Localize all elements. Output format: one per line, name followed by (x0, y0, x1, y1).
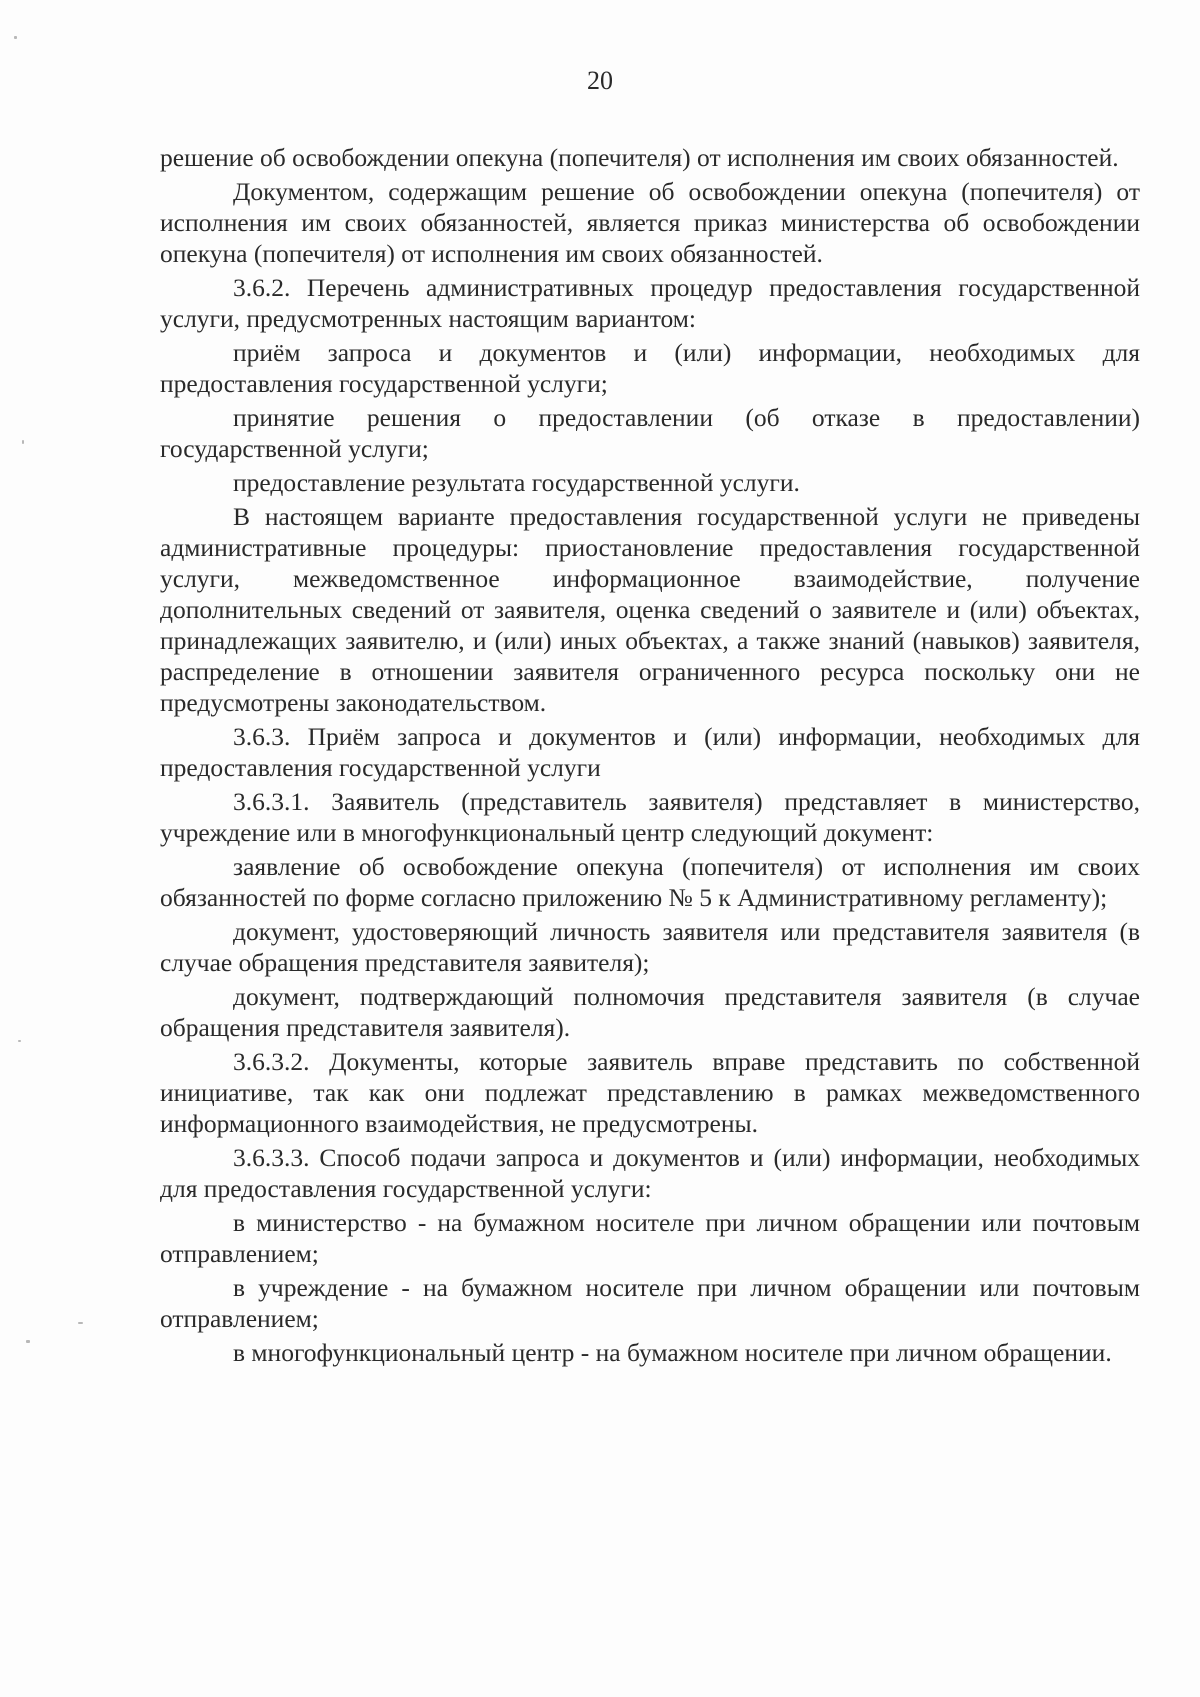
paragraph-3-6-3-1: 3.6.3.1. Заявитель (представитель заявителя) представляет в министерство, учреждение или в многофункциональный центр следующий документ: (160, 787, 1140, 847)
paragraph-identity-document-item: документ, удостоверяющий личность заявителя или представителя заявителя (в случае обращения представителя заявителя); (160, 917, 1140, 977)
paragraph-result-document: Документом, содержащим решение об освобождении опекуна (попечителя) от исполнения им своих обязанностей, является приказ министерства об освобождении опекуна (попечителя) от исполнения им своих обязанностей. (160, 177, 1140, 268)
paragraph-submission-ministry: в министерство - на бумажном носителе при личном обращении или почтовым отправлением; (160, 1208, 1140, 1268)
paragraph-3-6-3-heading: 3.6.3. Приём запроса и документов и (или) информации, необходимых для предоставления государственной услуги (160, 722, 1140, 782)
document-body (160, 142, 1140, 1371)
scan-speck (22, 440, 24, 444)
paragraph-application-item: заявление об освобождение опекуна (попечителя) от исполнения им своих обязанностей по форме согласно приложению № 5 к Административному регламенту); (160, 852, 1140, 912)
paragraph-procedure-result: предоставление результата государственной услуги. (233, 468, 800, 497)
paragraph-3-6-2-heading: 3.6.2. Перечень административных процедур предоставления государственной услуги, предусмотренных настоящим вариантом: (160, 273, 1140, 333)
scan-speck (78, 1322, 83, 1324)
paragraph-submission-mfc: в многофункциональный центр - на бумажном носителе при личном обращении. (233, 1338, 1112, 1367)
paragraph-submission-institution: в учреждение - на бумажном носителе при личном обращении или почтовым отправлением; (160, 1273, 1140, 1333)
paragraph-procedure-decision: принятие решения о предоставлении (об отказе в предоставлении) государственной услуги; (160, 403, 1140, 463)
paragraph-decision-continuation: решение об освобождении опекуна (попечителя) от исполнения им своих обязанностей. (160, 143, 1119, 172)
page-number: 20 (587, 66, 613, 95)
paragraph-omitted-procedures: В настоящем варианте предоставления государственной услуги не приведены административные процедуры: приостановление предоставления государственной услуги, межведомственное информационное взаимодействие, получение дополнительных сведений от заявителя, оценка сведений о заявителе и (или) объектах, принадлежащих заявителю, и (или) иных объектах, а также знаний (навыков) заявителя, распределение в отношении заявителя ограниченного ресурса поскольку они не предусмотрены законодательством. (160, 502, 1140, 717)
scan-speck (18, 1040, 21, 1042)
scan-speck (26, 1340, 30, 1343)
paragraph-3-6-3-3: 3.6.3.3. Способ подачи запроса и документов и (или) информации, необходимых для предоставления государственной услуги: (160, 1143, 1140, 1203)
scan-speck (14, 36, 17, 39)
paragraph-procedure-reception: приём запроса и документов и (или) информации, необходимых для предоставления государственной услуги; (160, 338, 1140, 398)
paragraph-authority-document-item: документ, подтверждающий полномочия представителя заявителя (в случае обращения представителя заявителя). (160, 982, 1140, 1042)
paragraph-3-6-3-2: 3.6.3.2. Документы, которые заявитель вправе представить по собственной инициативе, так как они подлежат представлению в рамках межведомственного информационного взаимодействия, не предусмотрены. (160, 1047, 1140, 1138)
